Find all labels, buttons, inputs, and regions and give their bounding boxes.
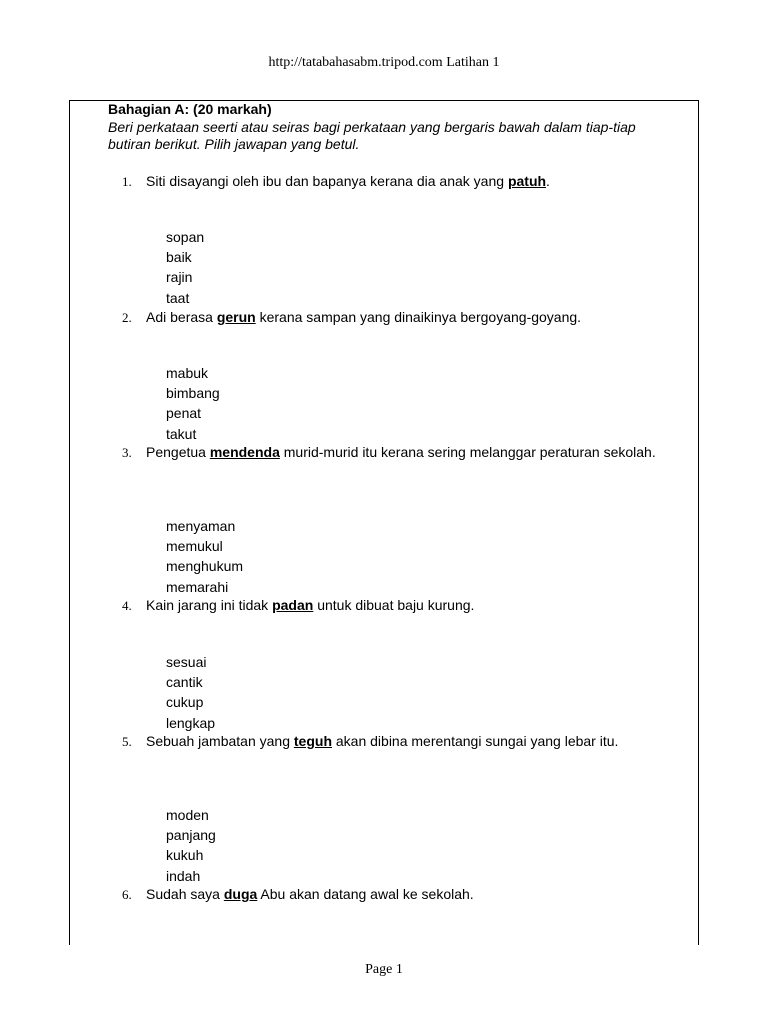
question-text xyxy=(146,886,666,903)
question-text-after: murid-murid itu kerana sering melanggar peraturan sekolah. xyxy=(279,444,656,460)
option: mabuk xyxy=(166,365,209,381)
question-text-before: Kain jarang ini tidak xyxy=(146,597,273,613)
options-1 xyxy=(166,227,204,308)
question-number: 5. xyxy=(122,734,132,749)
option: memukul xyxy=(166,538,223,555)
option: menyaman xyxy=(166,518,236,534)
underlined-keyword: teguh xyxy=(293,733,332,749)
option: kukuh xyxy=(166,847,204,864)
section-instruction: Beri perkataan seerti atau seiras bagi perkataan yang bergaris bawah dalam tiap-tiap butiran berikut. Pilih jawapan yang betul. xyxy=(108,119,636,152)
options-4 xyxy=(166,652,215,733)
question-text xyxy=(146,597,666,614)
question-text xyxy=(146,309,666,326)
underlined-keyword: gerun xyxy=(216,309,256,325)
option: menghukum xyxy=(166,558,244,575)
option: cukup xyxy=(166,694,204,711)
underlined-keyword: mendenda xyxy=(209,444,280,460)
option: baik xyxy=(166,249,192,266)
question-text xyxy=(146,173,666,190)
question-text xyxy=(146,733,666,750)
option: cantik xyxy=(166,674,203,691)
question-number: 3. xyxy=(122,445,132,460)
exercise-box xyxy=(69,100,699,945)
question-number: 6. xyxy=(122,887,132,902)
underlined-keyword: padan xyxy=(272,597,314,613)
option: indah xyxy=(166,867,201,884)
option: rajin xyxy=(166,269,193,286)
option: sopan xyxy=(166,229,205,245)
option: sesuai xyxy=(166,654,207,670)
question-text-before: Pengetua xyxy=(146,444,210,460)
options-3 xyxy=(166,516,243,597)
option: moden xyxy=(166,807,209,823)
question-text-after: untuk dibuat baju kurung. xyxy=(313,597,475,613)
options-5 xyxy=(166,805,216,886)
question-text-before: Adi berasa xyxy=(146,309,217,325)
option: takut xyxy=(166,425,197,442)
question-text-before: Sudah saya xyxy=(146,886,224,902)
section-title: Bahagian A: (20 markah) xyxy=(108,101,272,117)
question-number: 1. xyxy=(122,174,132,189)
underlined-keyword: patuh xyxy=(507,173,547,189)
option: panjang xyxy=(166,827,216,844)
option: lengkap xyxy=(166,714,216,731)
question-text-before: Siti disayangi oleh ibu dan bapanya kerana dia anak yang xyxy=(146,173,508,189)
question-text xyxy=(146,444,666,461)
option: memarahi xyxy=(166,578,229,595)
page-number: Page 1 xyxy=(365,962,403,977)
question-text-after: kerana sampan yang dinaikinya bergoyang-goyang. xyxy=(255,309,582,325)
question-text-after: . xyxy=(546,173,550,189)
question-text-before: Sebuah jambatan yang xyxy=(146,733,294,749)
page-header: http://tatabahasabm.tripod.com Latihan 1 xyxy=(268,55,500,70)
question-text-after: Abu akan datang awal ke sekolah. xyxy=(257,886,474,902)
underlined-keyword: duga xyxy=(223,886,258,902)
options-2 xyxy=(166,363,220,444)
option: bimbang xyxy=(166,385,220,402)
question-number: 2. xyxy=(122,310,132,325)
option: taat xyxy=(166,289,190,306)
question-text-after: akan dibina merentangi sungai yang lebar itu. xyxy=(332,733,619,749)
option: penat xyxy=(166,405,202,422)
question-number: 4. xyxy=(122,598,132,613)
